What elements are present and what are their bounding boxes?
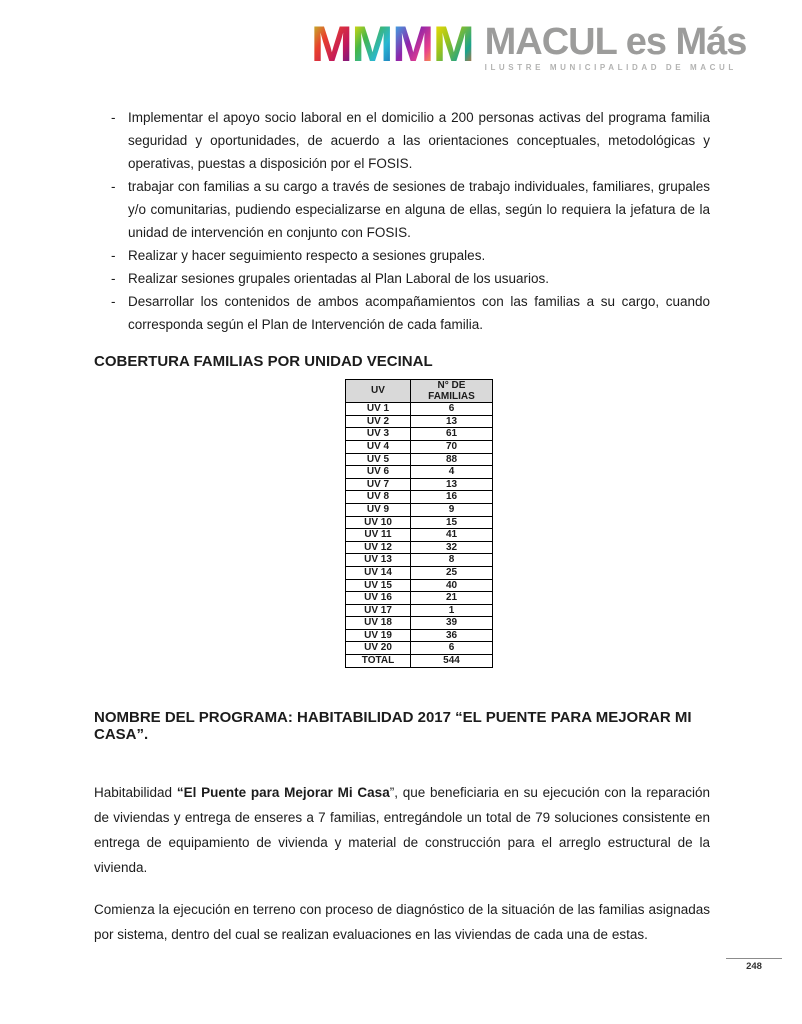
section-heading-program: NOMBRE DEL PROGRAMA: HABITABILIDAD 2017 “EL PUENTE PARA MEJORAR MI CASA”. [94,708,692,743]
uv-cell: UV 3 [346,428,411,441]
logo-subtitle: ILUSTRE MUNICIPALIDAD DE MACUL [484,63,737,72]
table-row [346,629,493,642]
table-row [346,642,493,655]
total-value: 544 [411,655,493,668]
table-row [346,453,493,466]
list-item [94,244,710,267]
paragraph-comienza: Comienza la ejecución en terreno con proceso de diagnóstico de la situación de las familias asignadas por sistema, dentro del cual se realizan evaluaciones en las viviendas de cada una de estas. [94,901,710,942]
table-total-row [346,655,493,668]
families-cell: 9 [411,503,493,516]
uv-cell: UV 18 [346,617,411,630]
table-row [346,503,493,516]
table-row [346,466,493,479]
families-cell: 61 [411,428,493,441]
table-row [346,529,493,542]
list-item [94,106,710,175]
paragraph-lead: Habitabilidad [94,784,177,800]
families-cell: 21 [411,592,493,605]
uv-cell: UV 6 [346,466,411,479]
total-label: TOTAL [346,655,411,668]
uv-cell: UV 8 [346,491,411,504]
logo-m-letter: M [392,16,432,72]
paragraph-rest: ”, que beneficiaria en su ejecución con la reparación de viviendas y entrega de enseres a 7 familias, entregándole un total de 79 soluciones consistente en entrega de equipamiento de vivienda y material de construcción para el arreglo estructural de la vivienda. [94,784,711,875]
uv-cell: UV 20 [346,642,411,655]
logo-m-letter: M [432,16,473,72]
list-item-text: Realizar y hacer seguimiento respecto a sesiones grupales. [128,248,486,263]
table-row [346,554,493,567]
table-row [346,428,493,441]
uv-cell: UV 9 [346,503,411,516]
families-cell: 88 [411,453,493,466]
families-cell: 70 [411,440,493,453]
families-cell: 1 [411,604,493,617]
uv-cell: UV 15 [346,579,411,592]
municipality-logo [311,16,747,72]
logo-m-letter: M [351,16,392,72]
families-cell: 32 [411,541,493,554]
table-row [346,579,493,592]
families-cell: 13 [411,478,493,491]
bullet-list [94,106,710,336]
table-header-families: N° DE FAMILIAS [411,380,493,403]
families-cell: 15 [411,516,493,529]
uv-families-table [345,379,493,668]
families-cell: 13 [411,415,493,428]
uv-cell: UV 19 [346,629,411,642]
uv-cell: UV 10 [346,516,411,529]
bullet-dash: - [111,179,116,194]
list-item [94,175,710,244]
uv-cell: UV 5 [346,453,411,466]
table-row [346,491,493,504]
bullet-dash: - [111,248,116,263]
families-cell: 16 [411,491,493,504]
uv-cell: UV 4 [346,440,411,453]
families-cell: 40 [411,579,493,592]
list-item-text: Realizar sesiones grupales orientadas al Plan Laboral de los usuarios. [128,271,549,286]
table-row [346,516,493,529]
uv-cell: UV 12 [346,541,411,554]
table-row [346,478,493,491]
bullet-dash: - [111,271,116,286]
families-cell: 6 [411,403,493,416]
section-heading-coverage: COBERTURA FAMILIAS POR UNIDAD VECINAL [94,353,433,370]
uv-cell: UV 13 [346,554,411,567]
uv-cell: UV 11 [346,529,411,542]
families-cell: 4 [411,466,493,479]
uv-cell: UV 2 [346,415,411,428]
table-row [346,617,493,630]
families-cell: 39 [411,617,493,630]
uv-cell: UV 14 [346,566,411,579]
table-row [346,440,493,453]
table-header-uv: UV [346,380,411,403]
table-row [346,566,493,579]
page-content [94,100,710,947]
list-item [94,290,710,336]
logo-m-letter: M [311,16,351,72]
list-item-text: trabajar con familias a su cargo a través de sesiones de trabajo individuales, familiares, grupales y/o comunitarias, pudiendo especializarse en alguna de ellas, según lo requiera la jefatura de la unidad de intervención en conjunto con FOSIS. [128,179,710,240]
table-row [346,541,493,554]
list-item [94,267,710,290]
paragraph-habitabilidad [94,780,710,880]
list-item-text: Desarrollar los contenidos de ambos acompañamientos con las familias a su cargo, cuando corresponda según el Plan de Intervención de cada familia. [128,294,710,332]
families-cell: 36 [411,629,493,642]
logo-title: MACUL es Más [484,21,747,63]
uv-cell: UV 1 [346,403,411,416]
bullet-dash: - [111,110,116,125]
table-row [346,604,493,617]
table-header-row [346,380,493,403]
list-item-text: Implementar el apoyo socio laboral en el domicilio a 200 personas activas del programa familia seguridad y oportunidades, de acuerdo a las orientaciones conceptuales, metodológicas y operativas, puestas a disposición por el FOSIS. [128,110,710,171]
page-number: 248 [726,958,782,972]
families-cell: 8 [411,554,493,567]
uv-cell: UV 17 [346,604,411,617]
paragraph-bold-program-name: “El Puente para Mejorar Mi Casa [176,784,390,800]
families-cell: 6 [411,642,493,655]
table-row [346,403,493,416]
logo-mmmm-icon [311,16,473,72]
uv-cell: UV 16 [346,592,411,605]
bullet-dash: - [111,294,116,309]
families-cell: 41 [411,529,493,542]
table-row [346,415,493,428]
table-row [346,592,493,605]
uv-cell: UV 7 [346,478,411,491]
logo-text [485,20,747,72]
families-cell: 25 [411,566,493,579]
